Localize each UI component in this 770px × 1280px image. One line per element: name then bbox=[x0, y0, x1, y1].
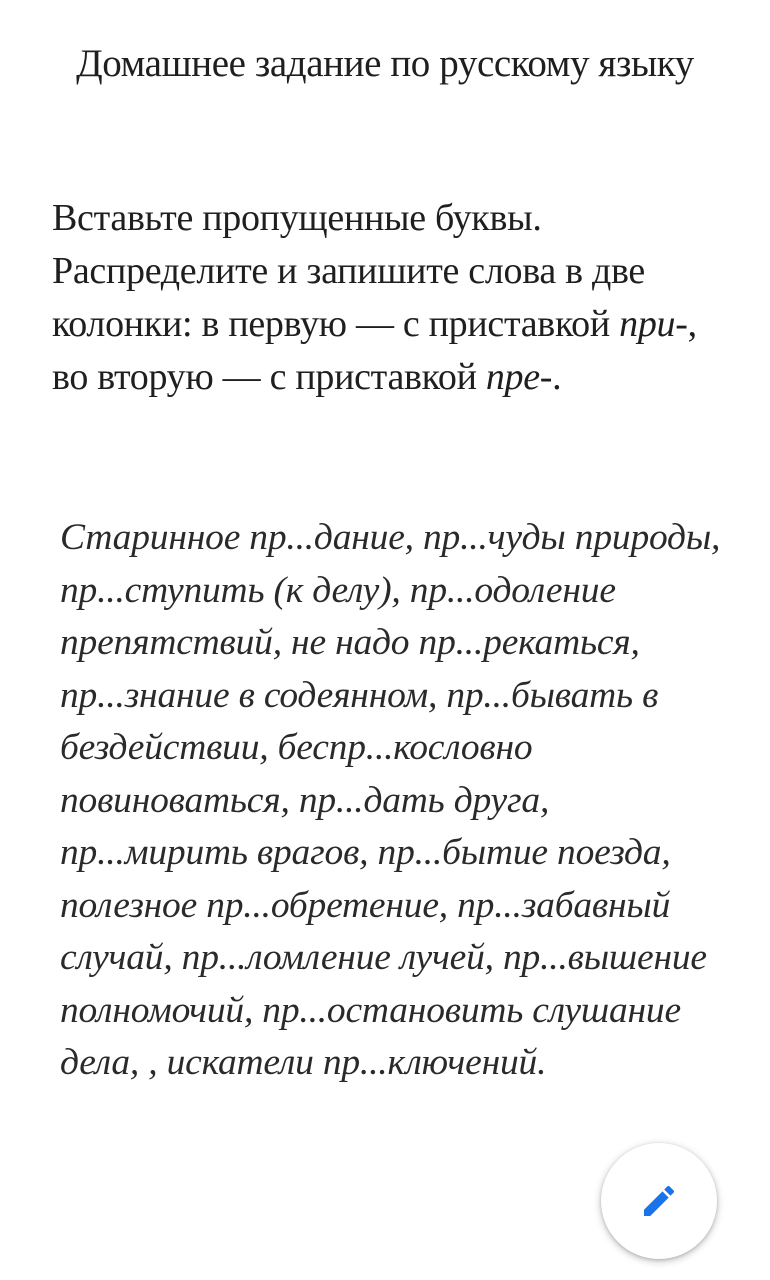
instruction-text-part1: Вставьте пропущенные буквы. Распределите и запишите слова в две колонки: в первую — с приставкой bbox=[52, 197, 645, 345]
prefix-pri: при- bbox=[619, 303, 688, 345]
exercise-text: Старинное пр...дание, пр...чуды природы, пр...ступить (к делу), пр...одоление препятствий, не надо пр...рекаться, пр...знание в содеянном, пр...бывать в бездействии, беспр...кословно повиноваться, пр...дать друга, пр...мирить врагов, пр...бытие поезда, полезное пр...обретение, пр...забавный случай, пр...ломление лучей, пр...вышение полномочий, пр...остановить слушание дела, , искатели пр...ключений. bbox=[60, 517, 721, 1083]
instruction-text-part2: , во вторую — с приставкой bbox=[52, 303, 697, 398]
document-title: Домашнее задание по русскому языку bbox=[76, 42, 694, 85]
prefix-pre: пре- bbox=[485, 356, 553, 398]
instruction-text-part3: . bbox=[552, 356, 562, 398]
task-instruction bbox=[52, 192, 742, 404]
pencil-icon bbox=[639, 1181, 679, 1221]
edit-fab-button[interactable] bbox=[601, 1143, 717, 1259]
